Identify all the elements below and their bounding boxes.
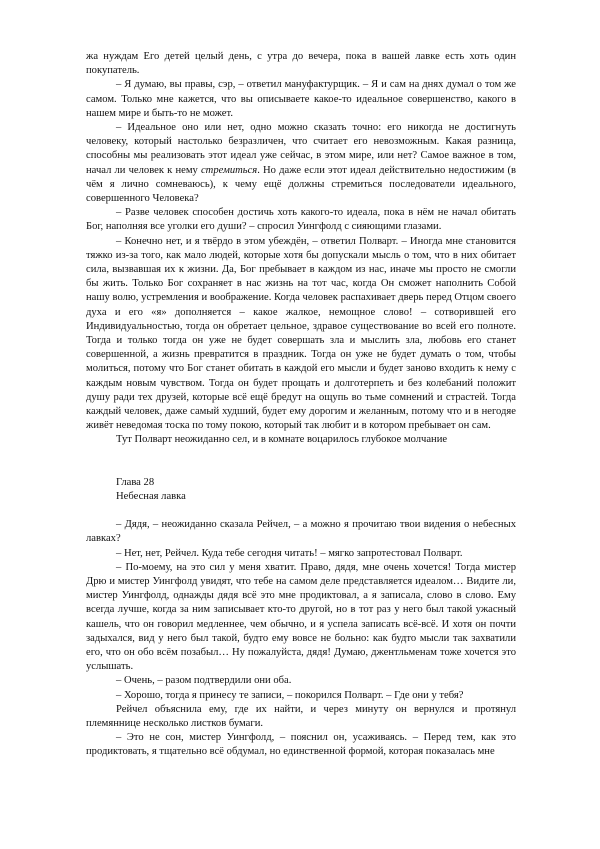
document-page xyxy=(86,50,516,760)
paragraph-ideal-head: – Идеальное оно или нет, одно можно сказать точно: его никогда не достигнуть человеку, который настолько безразличен, что считает его невозможным. Какая разница, способны мы реализовать этот идеал уже сейчас, в этом мире, или нет? Самое важное в том, начал ли человек к нему xyxy=(86,122,516,176)
paragraph-ideal xyxy=(86,121,516,206)
chapter-title: Небесная лавка xyxy=(116,490,186,502)
paragraph-polwarth-protest: – Нет, нет, Рейчел. Куда тебе сегодня читать! – мягко запротестовал Полварт. xyxy=(116,547,463,559)
paragraph-continuation: жа нуждам Его детей целый день, с утра до вечера, пока в вашей лавке есть хоть один покупатель. xyxy=(86,51,516,77)
chapter-heading xyxy=(86,476,516,504)
paragraph-wingfold-question: – Разве человек способен достичь хоть какого-то идеала, пока в нём не начал обитать Бог, наполняя все уголки его души? – спросил Уингфолд с сияющими глазами. xyxy=(86,207,516,233)
paragraph-rachel-explains: – По-моему, на это сил у меня хватит. Право, дядя, мне очень хочется! Тогда мистер Дрю и мистер Уингфолд увидят, что тебе на самом деле представляется идеалом… Видите ли, мистер Уингфолд, однажды дядя всё это мне продиктовал, а я записала, слово в слово. Ему всегда лучше, когда за ним записывает кто-то другой, но в тот раз у него был такой ужасный кашель, что он говорил медленнее, чем обычно, и я успела записать всё-всё. И хотя он почти задыхался, вид у него был такой, будто ему вовсе не больно: как будто мысли так захватили его, что он обо всём позабыл… Ну пожалуйста, дядя! Думаю, джентльменам тоже хочется это услышать. xyxy=(86,561,516,673)
paragraph-silence: Тут Полварт неожиданно сел, и в комнате воцарилось глубокое молчание xyxy=(116,434,448,446)
paragraph-not-a-dream: – Это не сон, мистер Уингфолд, – пояснил он, усаживаясь. – Перед тем, как это продиктовать, я тщательно всё обдумал, но единственной формой, которая показалась мне xyxy=(86,732,516,758)
paragraph-manufacturer-reply: – Я думаю, вы правы, сэр, – ответил мануфактурщик. – Я и сам на днях думал о том же самом. Только мне кажется, что вы описываете какое-то идеальное совершенство, какого в нашем мире и быть-то не может. xyxy=(86,79,516,119)
paragraph-polwarth-agrees: – Хорошо, тогда я принесу те записи, – покорился Полварт. – Где они у тебя? xyxy=(116,689,464,701)
emphasized-word: стремиться xyxy=(200,164,258,176)
paragraph-both-confirm: – Очень, – разом подтвердили они оба. xyxy=(116,675,292,687)
chapter-number: Глава 28 xyxy=(116,476,155,488)
paragraph-rachel-request: – Дядя, – неожиданно сказала Рейчел, – а можно я прочитаю твои видения о небесных лавках? xyxy=(86,519,516,545)
paragraph-rachel-directions: Рейчел объяснила ему, где их найти, и через минуту он вернулся и протянул племяннице несколько листков бумаги. xyxy=(86,703,516,729)
paragraph-polwarth-answer: – Конечно нет, и я твёрдо в этом убеждён, – ответил Полварт. – Иногда мне становится тяжко из-за того, как мало людей, которые хотя бы допускали мысль о том, что в них обитает сила, вызвавшая их к жизни. Да, Бог пребывает в каждом из нас, иначе мы просто не смогли бы жить. Только Бог сохраняет в нас жизнь на тот час, когда Он сможет наполнить Собой нашу волю, устремления и воображение. Когда человек распахивает дверь перед Отцом своего духа и его «я» дополняется – какое жалкое, немощное слово! – сотворившей его Индивидуальностью, тогда он обретает цельное, здравое существование во всей его полноте. Тогда и только тогда он уже не будет совершать зла и мыслить зла, любовь его станет совершенной, а жизнь превратится в праздник. Тогда он уже не будет думать о том, чтобы молиться, потому что Бог станет обитать в каждой его мысли и будет заново входить к нему с каждым новым чувством. Тогда он будет прощать и долготерпеть и без колебаний положит душу ради тех друзей, которые всё ещё бредут на ощупь во тьме сомнений и страстей. Тогда каждый человек, даже самый худший, будет ему дорогим и желанным, потому что и в негодяе живёт неведомая тоска по тому покою, который так любит и в котором пребывает он сам. xyxy=(86,235,516,432)
paragraph-ideal-tail: . Но даже если этот идеал действительно недостижим (в чём я лично сомневаюсь), к чему ещё должны стремиться последователи идеального, совершенного Человека? xyxy=(86,164,516,205)
